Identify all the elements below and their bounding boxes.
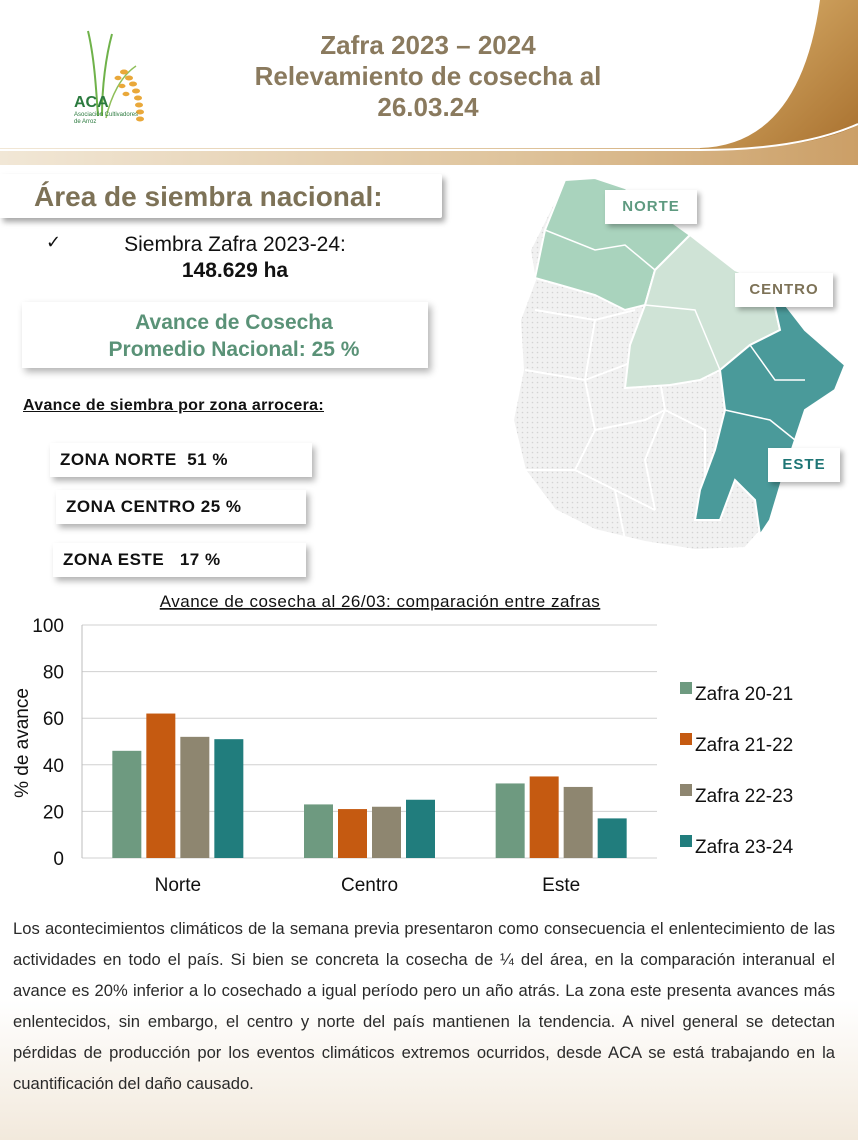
logo-subtitle: Asociación Cultivadores de Arroz — [74, 112, 139, 125]
bar-norte-2 — [146, 714, 175, 858]
avance-line-2: Promedio Nacional: 25 % — [108, 338, 360, 361]
bar-norte-4 — [214, 739, 243, 858]
legend-label: Zafra 20-21 — [695, 684, 794, 705]
bar-este-3 — [564, 787, 593, 858]
page-title — [180, 30, 676, 123]
legend-label: Zafra 23-24 — [695, 837, 794, 858]
x-tick-label: Este — [542, 875, 581, 896]
legend-swatch — [680, 733, 692, 745]
zona-heading: Avance de siembra por zona arrocera: — [23, 397, 324, 414]
legend-swatch — [680, 835, 692, 847]
bar-centro-2 — [338, 809, 367, 858]
bar-este-2 — [530, 776, 559, 858]
siembra-label: Siembra Zafra 2023-24: — [124, 233, 346, 256]
legend-label: Zafra 21-22 — [695, 735, 794, 756]
area-title: Área de siembra nacional: — [34, 181, 383, 212]
legend-swatch — [680, 682, 692, 694]
logo-text: ACA — [74, 94, 109, 111]
bar-centro-4 — [406, 800, 435, 858]
legend-label: Zafra 22-23 — [695, 786, 794, 807]
map-label-norte: NORTE — [605, 190, 697, 224]
avance-text — [22, 309, 446, 363]
check-icon: ✓ — [46, 232, 62, 253]
title-line-2: Relevamiento de cosecha al — [254, 61, 602, 91]
zona-centro: ZONA CENTRO 25 % — [56, 490, 306, 524]
avance-line-1: Avance de Cosecha — [135, 311, 333, 334]
y-tick-label: 60 — [42, 709, 64, 731]
page-header — [0, 0, 858, 165]
zona-norte: ZONA NORTE 51 % — [50, 443, 312, 477]
bar-norte-3 — [180, 737, 209, 858]
y-tick-label: 20 — [42, 802, 64, 824]
x-tick-label: Norte — [154, 875, 202, 896]
siembra-value: 148.629 ha — [181, 259, 289, 282]
title-line-3: 26.03.24 — [377, 92, 479, 122]
legend-swatch — [680, 784, 692, 796]
chart-ylabel: % de avance — [12, 688, 33, 798]
zona-este: ZONA ESTE 17 % — [53, 543, 306, 577]
bar-centro-3 — [372, 807, 401, 858]
y-tick-label: 80 — [42, 662, 64, 684]
x-tick-label: Centro — [340, 875, 399, 896]
bar-este-1 — [496, 783, 525, 858]
map-label-centro: CENTRO — [735, 273, 833, 307]
y-tick-label: 40 — [42, 755, 64, 777]
title-line-1: Zafra 2023 – 2024 — [320, 30, 536, 60]
y-tick-label: 0 — [53, 849, 64, 870]
bar-norte-1 — [112, 751, 141, 858]
uruguay-map — [505, 170, 853, 560]
chart-title: Avance de cosecha al 26/03: comparación entre zafras — [159, 592, 601, 611]
siembra-block — [90, 232, 380, 284]
bar-centro-1 — [304, 804, 333, 858]
summary-paragraph: Los acontecimientos climáticos de la semana previa presentaron como consecuencia el enlentecimiento de las actividades en todo el país. Si bien se concreta la cosecha de ¼ del área, en la comparación interanual el avance es 20% inferior a lo cosechado a igual período pero un año atrás. La zona este presenta avances más enlentecidos, sin embargo, el centro y norte del país mantienen la tendencia. A nivel general se detectan pérdidas de producción por los eventos climáticos extremos ocurridos, desde ACA se está trabajando en la cuantificación del daño causado. — [13, 919, 835, 1093]
map-label-este: ESTE — [768, 448, 840, 482]
y-tick-label: 100 — [32, 616, 64, 637]
bar-este-4 — [598, 818, 627, 858]
harvest-chart — [0, 585, 858, 905]
